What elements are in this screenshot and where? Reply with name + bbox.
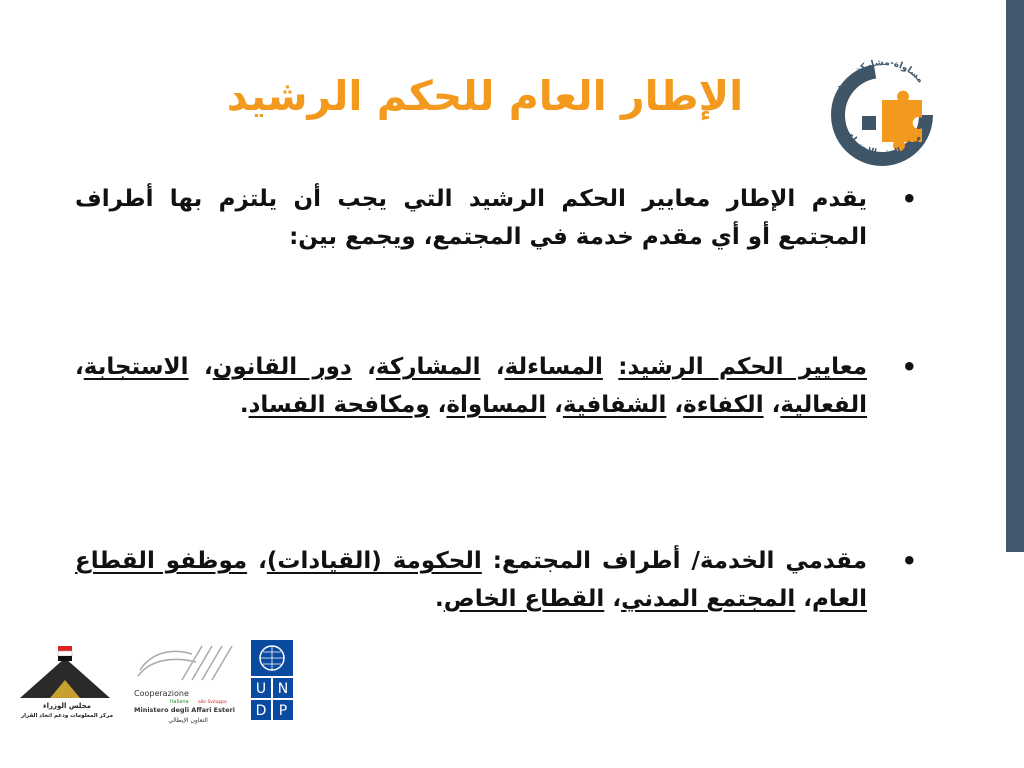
criteria-item: المساءلة [504, 354, 603, 380]
providers-label: مقدمي الخدمة/ أطراف المجتمع: [492, 548, 867, 574]
criteria-label: معايير الحكم الرشيد: [618, 354, 868, 380]
coop-line2: Italiana [170, 699, 189, 705]
undp-letter: U [255, 681, 267, 697]
criteria-item: الاستجابة [83, 354, 189, 380]
egypt-logo-line2: مركز المعلومات ودعم اتخاذ القرار [20, 713, 114, 719]
provider-item: موظفو القطاع العام [75, 548, 867, 612]
bullet-dot: • [901, 185, 917, 213]
bullet-intro-text: يقدم الإطار معايير الحكم الرشيد التي يجب أن يلتزم بها أطراف المجتمع أو أي مقدم خدمة في المجتمع، ويجمع بين: [75, 186, 867, 250]
criteria-item: دور القانون [212, 354, 352, 380]
bullet-providers: • مقدمي الخدمة/ أطراف المجتمع: الحكومة (القيادات)، موظفو القطاع العام، المجتمع المدني، القطاع الخاص. [75, 542, 867, 618]
provider-item: المجتمع المدني [621, 586, 796, 612]
bullet-intro [75, 180, 917, 256]
undp-letter: D [255, 703, 267, 719]
bullet-dot: • [901, 353, 917, 381]
logo-inner-text: مركز العقد الاجتماعي [840, 124, 924, 160]
providers-end: . [435, 586, 444, 612]
logo-outer-text: مساواة-مشاركة-مساءلة [833, 57, 926, 105]
criteria-item: الفعالية [780, 392, 867, 418]
italian-cooperation-logo [132, 640, 244, 725]
egypt-logo-line1: مجلس الوزراء [42, 702, 92, 710]
undp-logo [251, 640, 293, 720]
criteria-end: . [239, 392, 249, 418]
criteria-item: الكفاءة [683, 392, 764, 418]
criteria-item: الشفافية [562, 392, 667, 418]
criteria-item: ومكافحة الفساد [248, 392, 430, 418]
criteria-item: المساواة [446, 392, 547, 418]
coop-line5: التعاون الإيطالي [168, 717, 208, 724]
undp-letter: P [278, 703, 288, 719]
bullet-criteria: • معايير الحكم الرشيد: المساءلة، المشاركة، دور القانون، الاستجابة، الفعالية، الكفاءة، الشفافية، المساواة، ومكافحة الفساد. [75, 348, 867, 424]
coop-line3: allo Sviluppo [198, 700, 227, 705]
criteria-item: المشاركة [375, 354, 481, 380]
coop-line4: Ministero degli Affari Esteri [134, 706, 235, 714]
coop-line1: Cooperazione [134, 689, 189, 698]
slide-title: الإطار العام للحكم الرشيد [226, 72, 744, 120]
bullet-dot: • [901, 547, 917, 575]
slide-side-bar [1006, 0, 1024, 552]
provider-item: الحكومة (القيادات) [266, 548, 482, 574]
social-contract-logo [822, 40, 942, 170]
cabinet-idsc-logo [10, 640, 125, 720]
provider-item: القطاع الخاص [443, 586, 605, 612]
undp-letter: N [277, 681, 289, 697]
